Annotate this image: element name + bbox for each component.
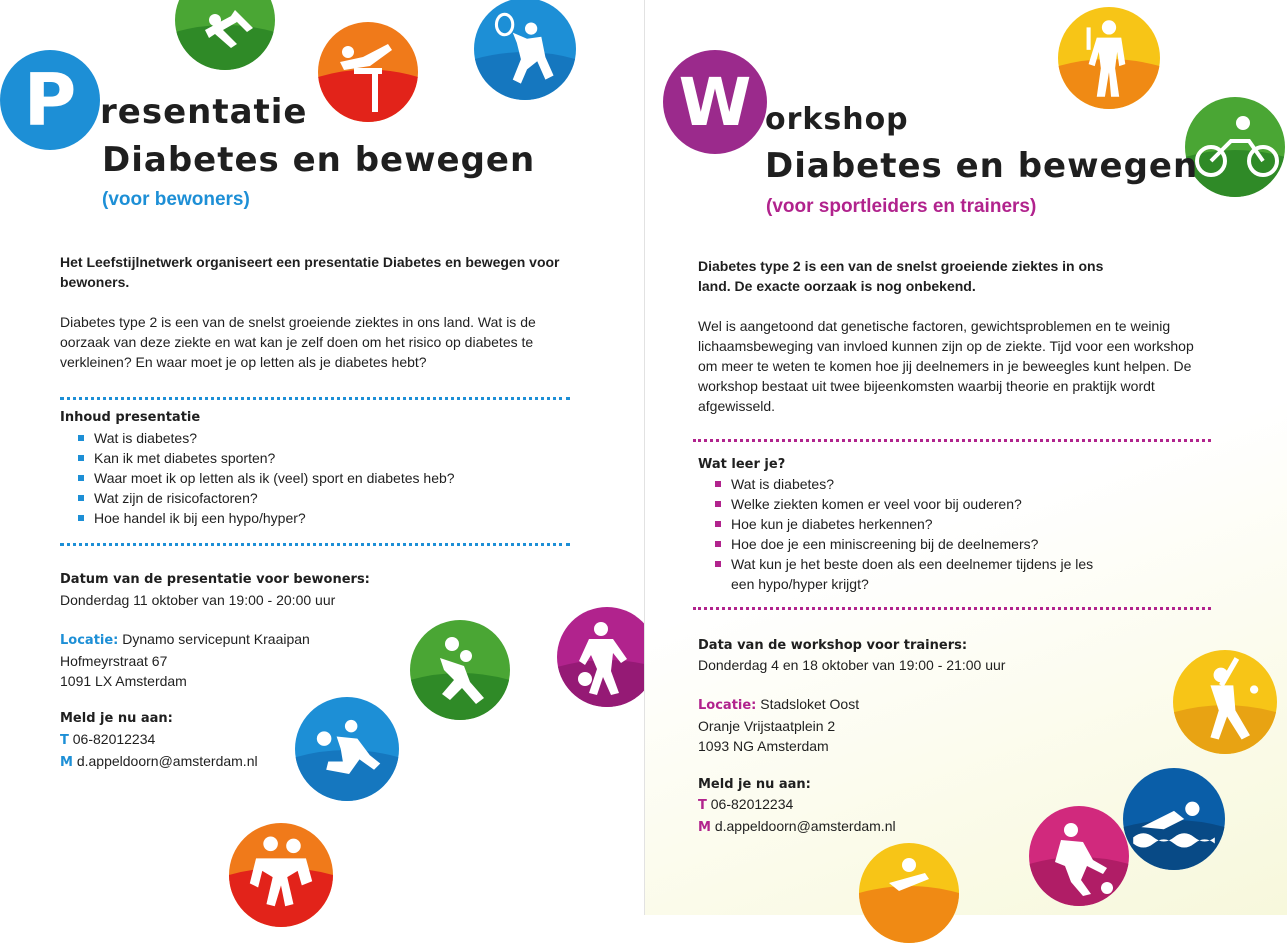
presentation-paragraph: Diabetes type 2 is een van de snelst groeiende ziektes in ons land. Wat is de oorzaak van deze ziekte en wat kan je zelf doen om het risico op diabetes te verkleinen? En waar moet je op letten als je diabetes hebt? — [60, 314, 536, 370]
list-item: Wat zijn de risicofactoren? — [74, 488, 554, 508]
signup-heading: Meld je nu aan: — [60, 711, 173, 726]
phone-label: T — [60, 733, 69, 748]
address-line1: Hofmeyrstraat 67 — [60, 653, 168, 669]
cyclist-icon — [1185, 97, 1285, 197]
football-icon — [1029, 806, 1129, 906]
letter-w: W — [678, 63, 752, 141]
tennis-player-icon — [474, 0, 576, 100]
workshop-location-block — [698, 694, 998, 756]
list-item: Wat is diabetes? — [74, 428, 554, 448]
list-item: Kan ik met diabetes sporten? — [74, 448, 554, 468]
contact-block — [60, 729, 320, 773]
workshop-paragraph: Wel is aangetoond dat genetische factoren, gewichtsproblemen en te weinig lichaamsbeweging van invloed kunnen zijn op de ziekte. Tijd voor een workshop om meer te weten te komen hoe jij deelnemers in je beweegles kunt helpen. De workshop bestaat uit twee bijeenkomsten waarbij theorie en praktijk wordt afgewisseld. — [698, 318, 1194, 414]
presentation-subtitle: (voor bewoners) — [102, 189, 250, 210]
workshop-mail-label: M — [698, 820, 711, 835]
learn-list — [711, 474, 1131, 594]
handball-icon — [410, 620, 510, 720]
workshop-subtitle: (voor sportleiders en trainers) — [766, 196, 1037, 217]
phone-number[interactable]: 06-82012234 — [72, 731, 156, 747]
workshop-date-text: Donderdag 4 en 18 oktober van 19:00 - 21:00 uur — [698, 657, 1006, 673]
address-line2: 1091 LX Amsterdam — [60, 673, 187, 689]
workshop-location-label: Locatie: — [698, 698, 757, 713]
workshop-mail-address[interactable]: d.appeldoorn@amsterdam.nl — [714, 818, 896, 834]
right-page — [645, 0, 1287, 915]
hurdle-icon — [318, 22, 418, 122]
running-athlete-icon — [175, 0, 275, 70]
workshop-phone-number[interactable]: 06-82012234 — [710, 796, 794, 812]
presentation-title-line1: resentatie — [100, 92, 308, 132]
mail-label: M — [60, 755, 73, 770]
list-item: Waar moet ik op letten als ik (veel) sport en diabetes heb? — [74, 468, 554, 488]
dotted-divider — [60, 397, 570, 400]
date-heading: Datum van de presentatie voor bewoners: — [60, 572, 370, 587]
workshop-phone-label: T — [698, 798, 707, 813]
letter-p: P — [23, 58, 77, 142]
list-item: Wat kun je het beste doen als een deelnemer tijdens je les een hypo/hyper krijgt? — [711, 554, 1111, 594]
workshop-title-line2: Diabetes en bewegen — [765, 146, 1199, 186]
presentation-letter-badge — [0, 50, 100, 150]
workshop-signup-heading: Meld je nu aan: — [698, 777, 811, 792]
volleyball-icon — [295, 697, 399, 801]
date-text: Donderdag 11 oktober van 19:00 - 20:00 uur — [60, 592, 336, 608]
list-item: Hoe doe je een miniscreening bij de deelnemers? — [711, 534, 1131, 554]
presentation-intro: Het Leefstijlnetwerk organiseert een presentatie Diabetes en bewegen voor bewoners. — [60, 254, 560, 290]
mail-address[interactable]: d.appeldoorn@amsterdam.nl — [76, 753, 258, 769]
learn-heading: Wat leer je? — [698, 457, 786, 472]
workshop-intro: Diabetes type 2 is een van de snelst groeiende ziektes in ons land. De exacte oorzaak is nog onbekend. — [698, 258, 1104, 294]
presentation-title-line2: Diabetes en bewegen — [102, 140, 536, 180]
list-item: Wat is diabetes? — [711, 474, 1131, 494]
workshop-contact-block — [698, 794, 958, 838]
content-list — [74, 428, 554, 528]
location-name: Dynamo servicepunt Kraaipan — [122, 631, 310, 647]
list-item: Welke ziekten komen er veel voor bij ouderen? — [711, 494, 1131, 514]
bowling-icon — [557, 607, 657, 707]
workshop-address-line1: Oranje Vrijstaatplein 2 — [698, 718, 836, 734]
list-item: Hoe kun je diabetes herkennen? — [711, 514, 1131, 534]
workshop-title-line1: orkshop — [765, 102, 909, 137]
workshop-address-line2: 1093 NG Amsterdam — [698, 738, 829, 754]
location-block — [60, 629, 380, 691]
left-page — [0, 0, 645, 915]
content-heading: Inhoud presentatie — [60, 410, 201, 425]
workshop-location-name: Stadsloket Oost — [760, 696, 860, 712]
list-item: Hoe handel ik bij een hypo/hyper? — [74, 508, 554, 528]
dotted-divider — [693, 607, 1211, 610]
swimmer-icon — [1123, 768, 1225, 870]
wrestling-icon — [229, 823, 333, 927]
rowing-icon — [859, 843, 959, 943]
location-label: Locatie: — [60, 633, 119, 648]
workshop-letter-badge — [663, 50, 767, 154]
workshop-date-heading: Data van de workshop voor trainers: — [698, 638, 968, 653]
dotted-divider — [60, 543, 570, 546]
baseball-icon — [1173, 650, 1277, 754]
climbing-icon — [1058, 7, 1160, 109]
dotted-divider — [693, 439, 1211, 442]
